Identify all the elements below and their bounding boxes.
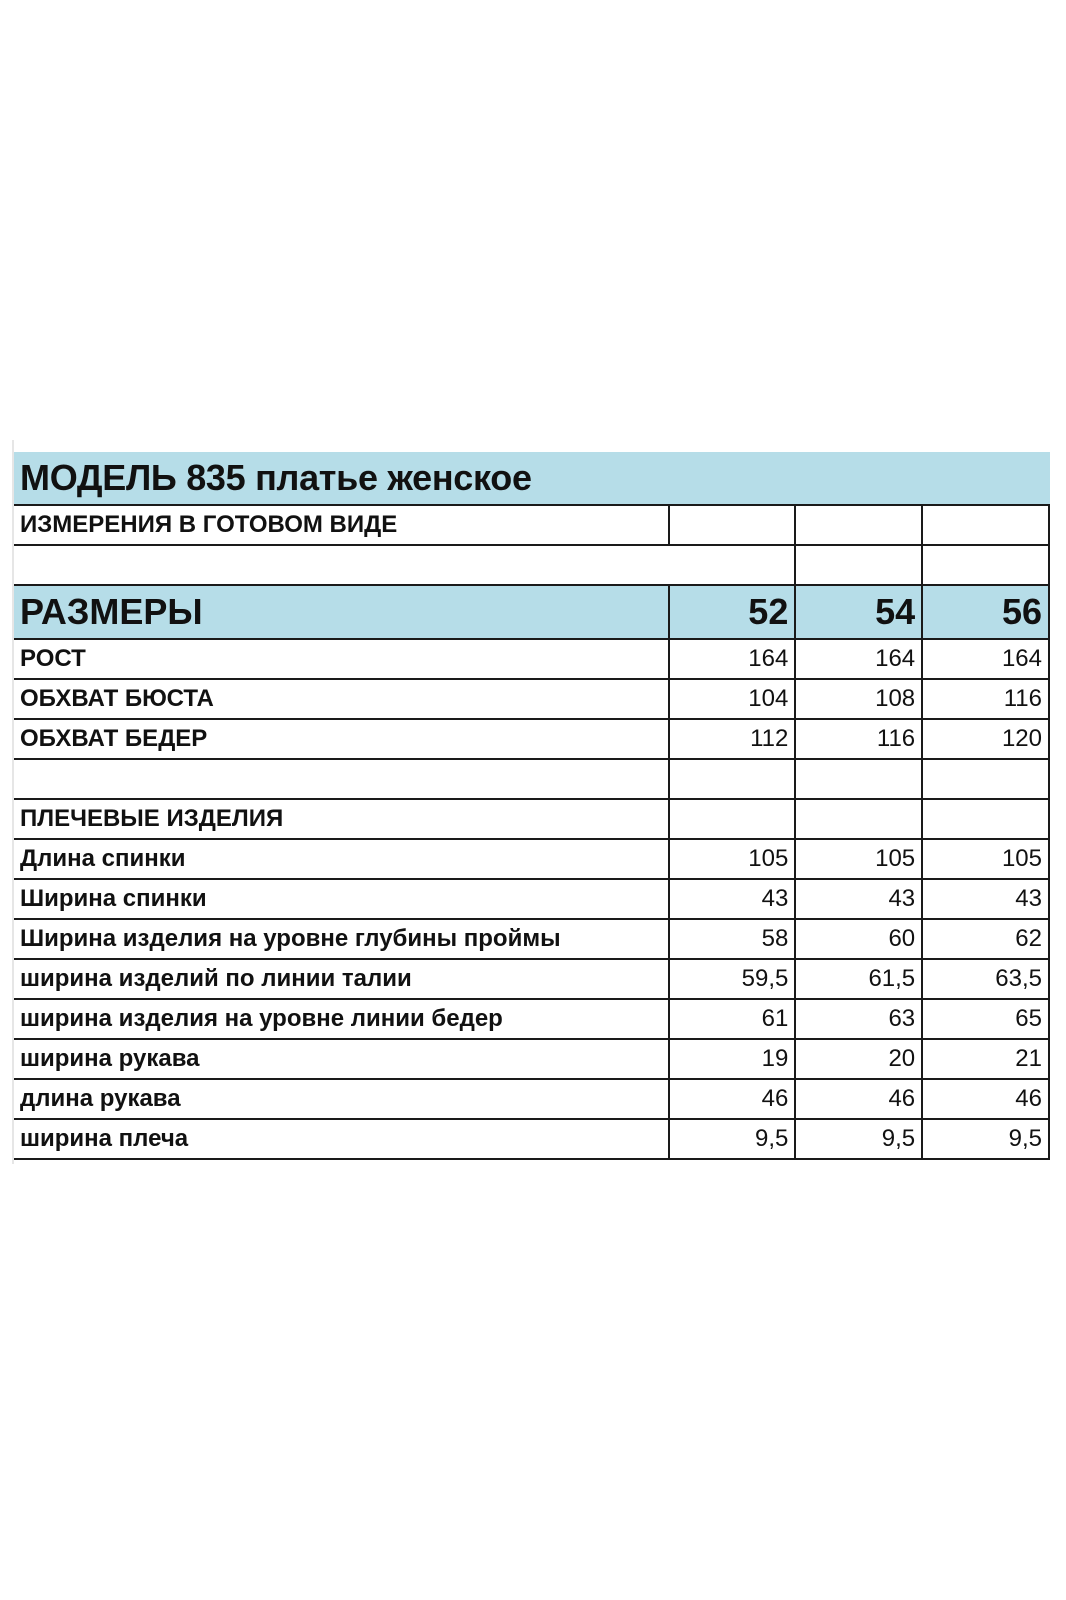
empty-cell[interactable] — [795, 505, 922, 545]
row-label[interactable]: ширина рукава — [14, 1039, 669, 1079]
title-row — [14, 452, 1049, 505]
row-label[interactable]: РОСТ — [14, 639, 669, 679]
row-value[interactable]: 112 — [669, 719, 796, 759]
row-value[interactable]: 65 — [922, 999, 1049, 1039]
section-row — [14, 799, 1049, 839]
empty-cell[interactable] — [14, 545, 669, 585]
row-value[interactable]: 59,5 — [669, 959, 796, 999]
row-label[interactable]: Ширина изделия на уровне глубины проймы — [14, 919, 669, 959]
row-value[interactable]: 116 — [795, 719, 922, 759]
row-value[interactable]: 46 — [922, 1079, 1049, 1119]
empty-cell[interactable] — [922, 759, 1049, 799]
row-value[interactable]: 46 — [795, 1079, 922, 1119]
row-label[interactable]: ОБХВАТ БЕДЕР — [14, 719, 669, 759]
table-row — [14, 839, 1049, 879]
row-value[interactable]: 9,5 — [669, 1119, 796, 1159]
row-label[interactable]: Длина спинки — [14, 839, 669, 879]
table-row — [14, 639, 1049, 679]
row-value[interactable]: 61 — [669, 999, 796, 1039]
row-value[interactable]: 46 — [669, 1079, 796, 1119]
table-row — [14, 999, 1049, 1039]
empty-cell[interactable] — [669, 545, 796, 585]
row-value[interactable]: 62 — [922, 919, 1049, 959]
table-row — [14, 679, 1049, 719]
row-value[interactable]: 61,5 — [795, 959, 922, 999]
row-value[interactable]: 104 — [669, 679, 796, 719]
empty-cell[interactable] — [922, 505, 1049, 545]
sizes-header-label[interactable]: РАЗМЕРЫ — [14, 585, 669, 639]
empty-cell[interactable] — [795, 545, 922, 585]
row-value[interactable]: 164 — [669, 639, 796, 679]
row-value[interactable]: 9,5 — [922, 1119, 1049, 1159]
row-label[interactable]: Ширина спинки — [14, 879, 669, 919]
size-column-header[interactable]: 52 — [669, 585, 796, 639]
row-label[interactable]: ширина изделия на уровне линии бедер — [14, 999, 669, 1039]
row-value[interactable]: 60 — [795, 919, 922, 959]
row-value[interactable]: 63 — [795, 999, 922, 1039]
row-value[interactable]: 105 — [922, 839, 1049, 879]
empty-cell[interactable] — [669, 759, 796, 799]
row-label[interactable]: длина рукава — [14, 1079, 669, 1119]
table-row — [14, 959, 1049, 999]
subtitle-row — [14, 505, 1049, 545]
row-value[interactable]: 43 — [922, 879, 1049, 919]
table-row — [14, 879, 1049, 919]
table-row — [14, 1079, 1049, 1119]
row-value[interactable]: 164 — [795, 639, 922, 679]
size-column-header[interactable]: 56 — [922, 585, 1049, 639]
blank-row — [14, 759, 1049, 799]
row-label[interactable]: ширина плеча — [14, 1119, 669, 1159]
row-value[interactable]: 20 — [795, 1039, 922, 1079]
blank-row — [14, 545, 1049, 585]
table-row — [14, 919, 1049, 959]
table-title: МОДЕЛЬ 835 платье женское — [20, 457, 532, 498]
size-chart-table — [14, 452, 1050, 1160]
row-value[interactable]: 120 — [922, 719, 1049, 759]
size-column-header[interactable]: 54 — [795, 585, 922, 639]
row-label[interactable]: ширина изделий по линии талии — [14, 959, 669, 999]
row-value[interactable]: 43 — [669, 879, 796, 919]
row-value[interactable]: 43 — [795, 879, 922, 919]
table-row — [14, 1039, 1049, 1079]
row-value[interactable]: 108 — [795, 679, 922, 719]
table-row — [14, 719, 1049, 759]
row-label[interactable]: ОБХВАТ БЮСТА — [14, 679, 669, 719]
row-value[interactable]: 105 — [795, 839, 922, 879]
row-value[interactable]: 19 — [669, 1039, 796, 1079]
row-value[interactable]: 116 — [922, 679, 1049, 719]
empty-cell[interactable] — [795, 759, 922, 799]
row-value[interactable]: 63,5 — [922, 959, 1049, 999]
row-value[interactable]: 58 — [669, 919, 796, 959]
row-value[interactable]: 21 — [922, 1039, 1049, 1079]
empty-cell[interactable] — [14, 759, 669, 799]
sizes-header-row — [14, 585, 1049, 639]
title-cell[interactable] — [14, 452, 1049, 505]
row-value[interactable]: 9,5 — [795, 1119, 922, 1159]
empty-cell[interactable] — [922, 799, 1049, 839]
empty-cell[interactable] — [669, 505, 796, 545]
section-label[interactable]: ПЛЕЧЕВЫЕ ИЗДЕЛИЯ — [14, 799, 669, 839]
row-value[interactable]: 105 — [669, 839, 796, 879]
row-value[interactable]: 164 — [922, 639, 1049, 679]
empty-cell[interactable] — [922, 545, 1049, 585]
empty-cell[interactable] — [669, 799, 796, 839]
subtitle-cell[interactable]: ИЗМЕРЕНИЯ В ГОТОВОМ ВИДЕ — [14, 505, 669, 545]
empty-cell[interactable] — [795, 799, 922, 839]
table-row — [14, 1119, 1049, 1159]
